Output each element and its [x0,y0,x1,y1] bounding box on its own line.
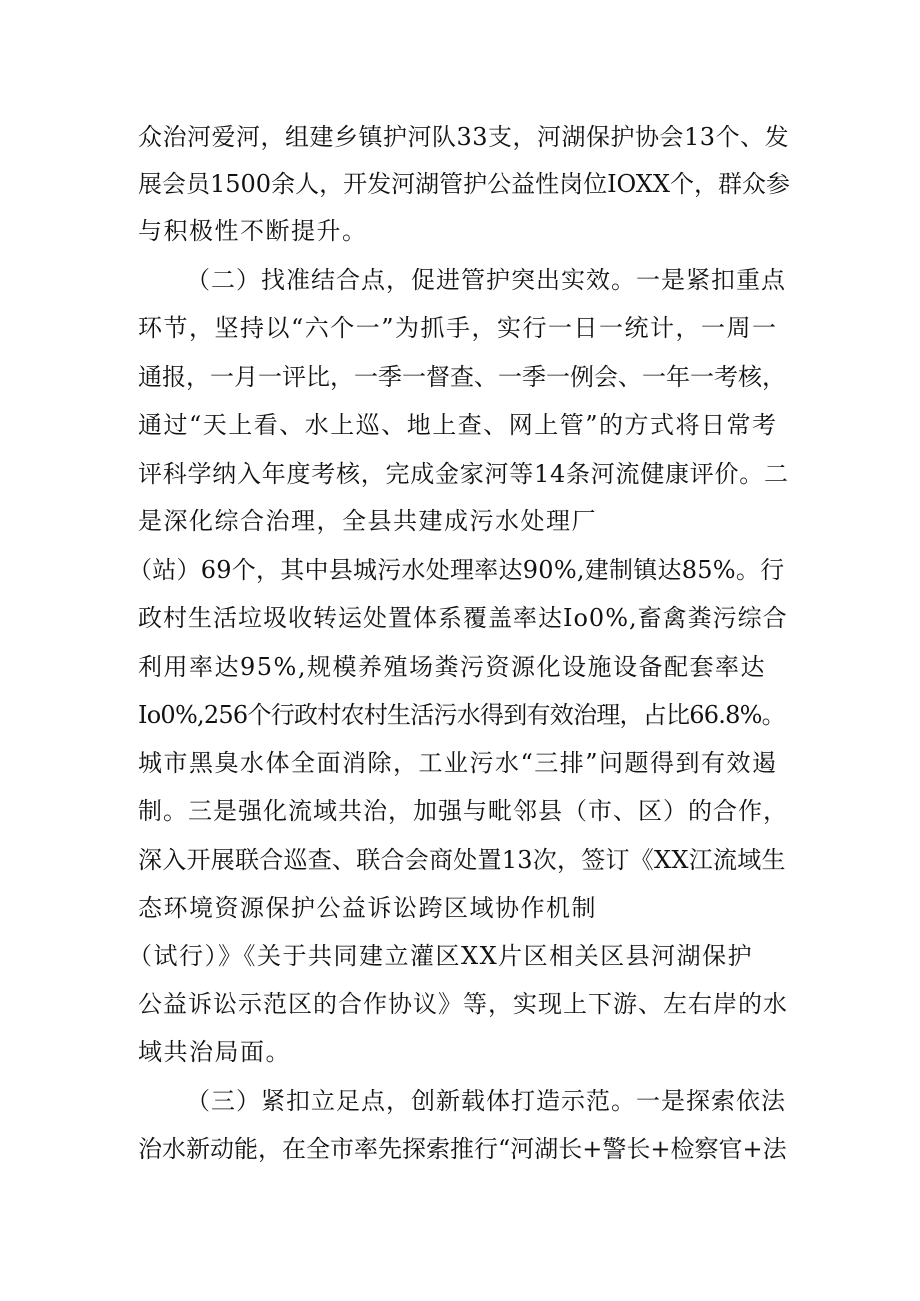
text-line: 利用率达95%,规模养殖场粪污资源化设施设备配套率达 [138,653,766,681]
text-line: 众治河爱河，组建乡镇护河队33支，河湖保护协会13个、发 [138,123,790,151]
text-line: 政村生活垃圾收转运处置体系覆盖率达Io0%,畜禽粪污综合 [138,604,788,632]
text-line: 环节，坚持以“六个一”为抓手，实行一日一统计，一周一 [138,314,778,342]
text-line: 深入开展联合巡查、联合会商处置13次，签订《XX江流域生 [138,846,786,874]
text-line: 评科学纳入年度考核，完成金家河等14条河流健康评价。二 [138,460,789,488]
text-line: 与积极性不断提升。 [138,217,368,245]
text-line: 展会员1500余人，开发河湖管护公益性岗位IOXX个，群众参 [138,170,790,198]
text-line: 城市黑臭水体全面消除，工业污水“三排”问题得到有效遏 [138,749,778,777]
text-line: （站）69个，其中县城污水处理率达90%,建制镇达85%。行 [128,556,785,584]
text-line: 治水新动能，在全市率先探索推行“河湖长+警长+检察官+法 [138,1135,787,1163]
text-line: 通过“天上看、水上巡、地上查、网上管”的方式将日常考 [138,411,778,439]
text-line: Io0%,256个行政村农村生活污水得到有效治理，占比66.8%。 [138,701,785,729]
paragraph-heading: （二）找准结合点，促进管护突出实效。一是紧扣重点 [186,266,786,294]
paragraph-heading: （三）紧扣立足点，创新载体打造示范。一是探索依法 [186,1087,786,1115]
text-line: 通报，一月一评比，一季一督查、一季一例会、一年一考核， [138,363,786,391]
text-line: 公益诉讼示范区的合作协议》等，实现上下游、左右岸的水 [138,990,788,1018]
text-line: 制。三是强化流域共治，加强与毗邻县（市、区）的合作， [138,797,788,825]
text-line: 是深化综合治理，全县共建成污水处理厂 [138,507,597,535]
text-line: （试行）》《关于共同建立灌区XX片区相关区县河湖保护 [128,942,754,970]
text-line: 态环境资源保护公益诉讼跨区域协作机制 [138,894,597,922]
text-line: 域共治局面。 [138,1038,291,1066]
